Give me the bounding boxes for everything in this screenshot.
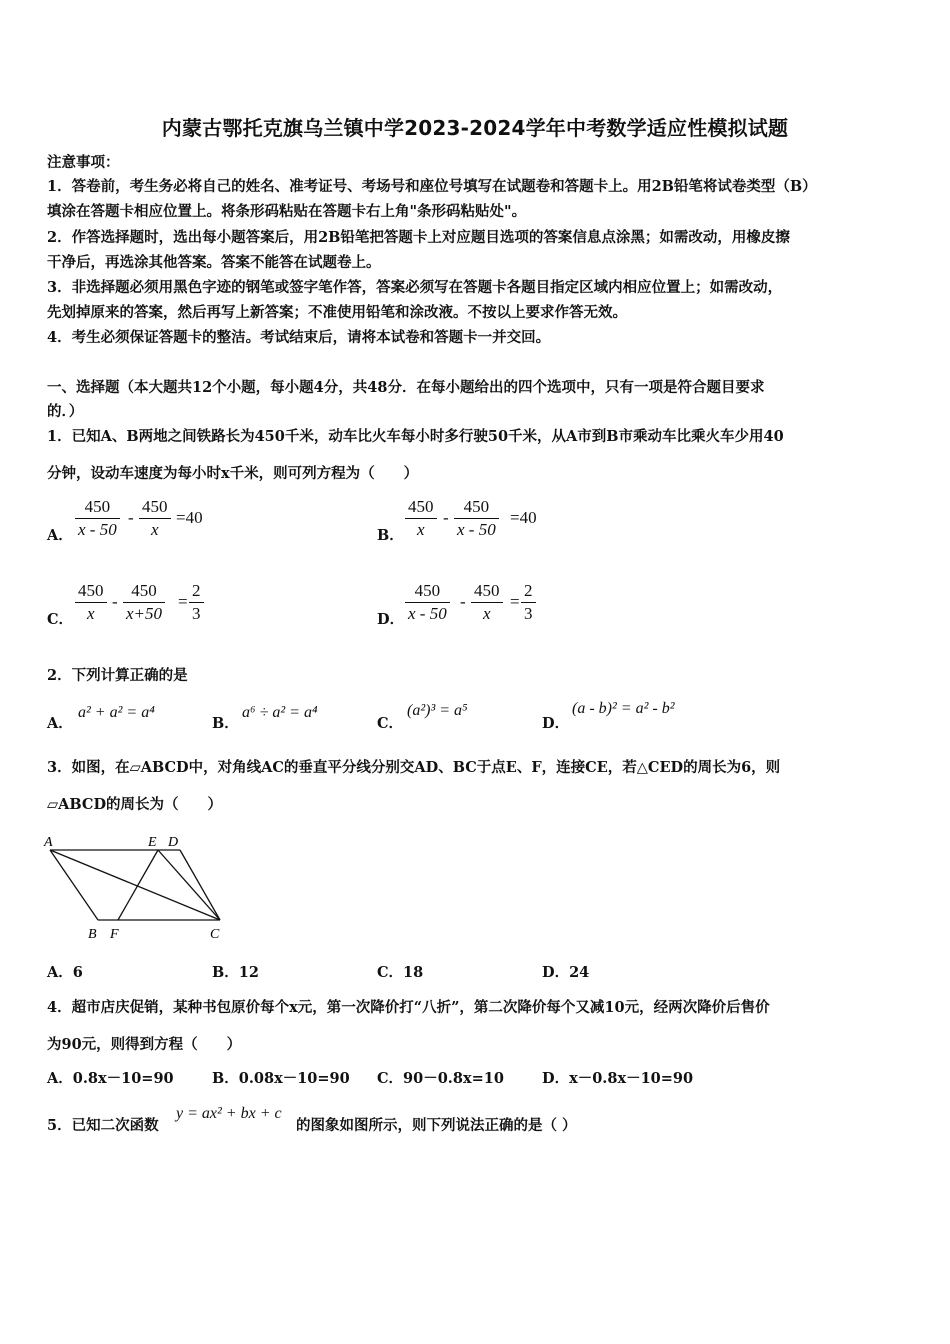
q1-c-fraction-2: $\frac{450}{x+50}$ — [123, 580, 165, 625]
q2-option-c-label: C． — [377, 715, 404, 732]
q3-option-b: B．12 — [212, 964, 259, 981]
note-line: 干净后，再选涂其他答案。答案不能答在试题卷上。 — [47, 254, 381, 271]
point-label-e: E — [148, 835, 157, 850]
q1-b-rhs: =40 — [510, 508, 537, 527]
q5-stem-suffix: 的图象如图所示，则下列说法正确的是（ ） — [296, 1117, 577, 1134]
q1-b-fraction-2: $\frac{450}{x - 50}$ — [454, 496, 499, 541]
note-line: 2．作答选择题时，选出每小题答案后，用2B铅笔把答题卡上对应题目选项的答案信息点涂黑；如需改动，用橡皮擦 — [47, 229, 790, 246]
q1-option-d-label: D． — [377, 611, 405, 628]
q1-d-fraction-rhs: $\frac{2}{3}$ — [521, 580, 536, 625]
q1-option-c-label: C． — [47, 611, 74, 628]
q2-option-d-label: D． — [542, 715, 570, 732]
minus-sign: - — [460, 592, 466, 611]
q3-option-c: C．18 — [377, 964, 424, 981]
minus-sign: - — [443, 508, 449, 527]
q2-option-c: (a²)³ = a⁵ — [407, 702, 468, 719]
q4-option-d: D．x－0.8x－10=90 — [542, 1070, 694, 1087]
point-label-c: C — [210, 927, 220, 942]
q1-stem: 1．已知A、B两地之间铁路长为450千米，动车比火车每小时多行驶50千米，从A市到B市乘动车比乘火车少用40 — [47, 428, 784, 445]
q4-stem-cont: 为90元，则得到方程（ ） — [47, 1036, 242, 1053]
point-label-d: D — [168, 835, 179, 850]
point-label-a: A — [44, 835, 53, 850]
point-label-b: B — [88, 927, 97, 942]
q3-option-a: A．6 — [47, 964, 83, 981]
q1-d-fraction-2: $\frac{450}{x}$ — [471, 580, 503, 625]
q2-option-a: a² + a² = a⁴ — [78, 704, 155, 721]
q5-formula: y = ax² + bx + c — [176, 1105, 282, 1122]
q2-option-b: a⁶ ÷ a² = a⁴ — [242, 704, 318, 721]
equals-sign: = — [178, 592, 188, 611]
note-line: 填涂在答题卡相应位置上。将条形码粘贴在答题卡右上角"条形码粘贴处"。 — [47, 203, 527, 220]
q2-option-a-label: A． — [47, 715, 73, 732]
q4-option-b: B．0.08x－10=90 — [212, 1070, 350, 1087]
q1-c-fraction-1: $\frac{450}{x}$ — [75, 580, 107, 625]
minus-sign: - — [128, 508, 134, 527]
q1-option-b-label: B． — [377, 527, 404, 544]
section-header: 一、选择题（本大题共12个小题，每小题4分，共48分．在每小题给出的四个选项中，只有一项是符合题目要求 — [47, 379, 765, 396]
q1-d-fraction-1: $\frac{450}{x - 50}$ — [405, 580, 450, 625]
q1-a-fraction-1: $\frac{450}{x - 50}$ — [75, 496, 120, 541]
q1-option-a-label: A． — [47, 527, 73, 544]
parallelogram-figure — [40, 828, 240, 948]
note-line: 4．考生必须保证答题卡的整洁。考试结束后，请将本试卷和答题卡一并交回。 — [47, 329, 551, 346]
q3-stem-cont: ▱ABCD的周长为（ ） — [47, 796, 223, 813]
q2-stem: 2．下列计算正确的是 — [47, 667, 188, 684]
q2-option-d: (a - b)² = a² - b² — [572, 700, 675, 717]
equals-sign: = — [510, 592, 520, 611]
point-label-f: F — [110, 927, 119, 942]
page-title: 内蒙古鄂托克旗乌兰镇中学2023-2024学年中考数学适应性模拟试题 — [161, 116, 789, 140]
note-line: 先划掉原来的答案，然后再写上新答案；不准使用铅笔和涂改液。不按以上要求作答无效。 — [47, 304, 627, 321]
q4-option-c: C．90－0.8x=10 — [377, 1070, 504, 1087]
note-line: 3．非选择题必须用黑色字迹的钢笔或签字笔作答，答案必须写在答题卡各题目指定区域内相应位置上；如需改动， — [47, 279, 783, 296]
q1-a-fraction-2: $\frac{450}{x}$ — [139, 496, 171, 541]
q4-stem: 4．超市店庆促销，某种书包原价每个x元，第一次降价打“八折”，第二次降价每个又减10元，经两次降价后售价 — [47, 999, 770, 1016]
note-line: 1．答卷前，考生务必将自己的姓名、准考证号、考场号和座位号填写在试题卷和答题卡上。用2B铅笔将试卷类型（B） — [47, 178, 817, 195]
q1-a-rhs: =40 — [176, 508, 203, 527]
q1-stem-cont: 分钟，设动车速度为每小时x千米，则可列方程为（ ） — [47, 465, 419, 482]
q1-c-fraction-rhs: $\frac{2}{3}$ — [189, 580, 204, 625]
q4-option-a: A．0.8x－10=90 — [47, 1070, 174, 1087]
notes-heading: 注意事项： — [47, 154, 120, 171]
q5-stem-prefix: 5．已知二次函数 — [47, 1117, 159, 1134]
section-header-cont: 的．） — [47, 403, 84, 420]
q1-b-fraction-1: $\frac{450}{x}$ — [405, 496, 437, 541]
q2-option-b-label: B． — [212, 715, 239, 732]
minus-sign: - — [112, 592, 118, 611]
q3-stem: 3．如图，在▱ABCD中，对角线AC的垂直平分线分别交AD、BC于点E、F，连接CE，若△CED的周长为6，则 — [47, 759, 781, 776]
q3-option-d: D．24 — [542, 964, 590, 981]
